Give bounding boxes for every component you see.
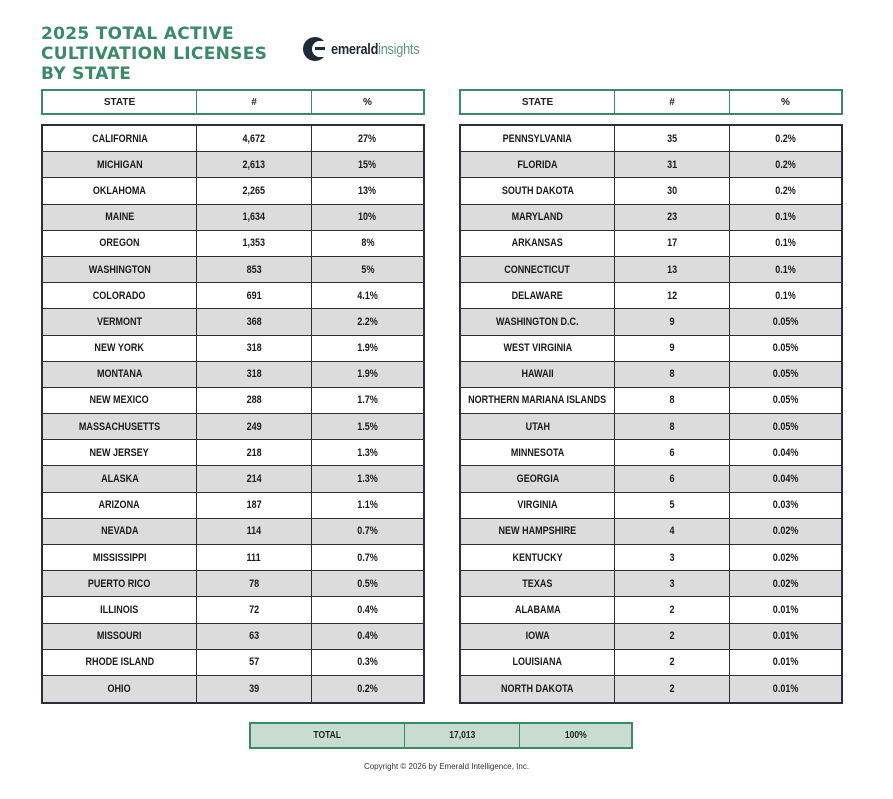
count-cell: 23 <box>615 205 730 230</box>
percent-cell: 0.01% <box>772 683 799 696</box>
state-cell: GEORGIA <box>461 466 615 491</box>
percent-cell: 4.1% <box>357 289 378 302</box>
state-cell: ALABAMA <box>461 597 615 622</box>
count-cell: 6 <box>615 440 730 465</box>
table-row <box>43 388 423 414</box>
table-row <box>461 362 841 388</box>
percent-cell: 0.02% <box>772 551 799 564</box>
table-row <box>43 519 423 545</box>
percent-cell: 0.1% <box>775 237 796 250</box>
table-row <box>461 571 841 597</box>
percent-cell: 0.02% <box>772 577 799 590</box>
percent-cell: 0.04% <box>772 473 799 486</box>
state-cell: ILLINOIS <box>43 597 197 622</box>
state-cell: COLORADO <box>43 283 197 308</box>
percent-cell: 0.05% <box>772 315 799 328</box>
state-cell: KENTUCKY <box>461 545 615 570</box>
column-header-state: STATE <box>461 91 615 113</box>
state-cell: UTAH <box>461 414 615 439</box>
percent-cell: 1.9% <box>357 342 378 355</box>
percent-cell: 0.4% <box>357 603 378 616</box>
percent-cell: 0.7% <box>357 551 378 564</box>
percent-cell: 0.05% <box>772 394 799 407</box>
state-cell: VERMONT <box>43 309 197 334</box>
count-cell: 2,613 <box>197 152 312 177</box>
state-cell: FLORIDA <box>461 152 615 177</box>
table-row <box>43 178 423 204</box>
total-count: 17,013 <box>405 724 520 747</box>
count-cell: 57 <box>197 650 312 675</box>
percent-cell: 0.1% <box>775 263 796 276</box>
copyright: Copyright © 2026 by Emerald Intelligence, Inc. <box>363 762 530 771</box>
percent-cell: 0.3% <box>357 656 378 669</box>
state-cell: MAINE <box>43 205 197 230</box>
column-header-state: STATE <box>43 91 197 113</box>
table-row <box>461 466 841 492</box>
count-cell: 4 <box>615 519 730 544</box>
count-cell: 5 <box>615 493 730 518</box>
logo-text: emeraldinsights <box>331 40 420 58</box>
state-cell: ARKANSAS <box>461 231 615 256</box>
table-row <box>461 440 841 466</box>
count-cell: 2 <box>615 676 730 702</box>
state-cell: CONNECTICUT <box>461 257 615 282</box>
table-row <box>43 362 423 388</box>
state-cell: NEW MEXICO <box>43 388 197 413</box>
percent-cell: 13% <box>358 184 377 197</box>
table-row <box>43 624 423 650</box>
count-cell: 318 <box>197 336 312 361</box>
table-row <box>43 650 423 676</box>
count-cell: 8 <box>615 414 730 439</box>
state-cell: NORTHERN MARIANA ISLANDS <box>461 388 615 413</box>
right-table-header <box>459 89 843 115</box>
state-cell: WASHINGTON D.C. <box>461 309 615 334</box>
percent-cell: 0.03% <box>772 499 799 512</box>
percent-cell: 1.3% <box>357 446 378 459</box>
total-row <box>249 722 633 749</box>
state-cell: MINNESOTA <box>461 440 615 465</box>
state-cell: CALIFORNIA <box>43 126 197 151</box>
table-row <box>43 205 423 231</box>
table-row <box>43 152 423 178</box>
state-cell: OKLAHOMA <box>43 178 197 203</box>
state-cell: TEXAS <box>461 571 615 596</box>
table-row <box>43 414 423 440</box>
state-cell: RHODE ISLAND <box>43 650 197 675</box>
count-cell: 6 <box>615 466 730 491</box>
state-cell: NEW YORK <box>43 336 197 361</box>
percent-cell: 10% <box>358 211 377 224</box>
count-cell: 1,353 <box>197 231 312 256</box>
count-cell: 13 <box>615 257 730 282</box>
title-line-2: CULTIVATION LICENSES <box>41 44 268 64</box>
count-cell: 114 <box>197 519 312 544</box>
table-row <box>461 545 841 571</box>
state-cell: WEST VIRGINIA <box>461 336 615 361</box>
count-cell: 1,634 <box>197 205 312 230</box>
state-cell: MONTANA <box>43 362 197 387</box>
state-cell: MASSACHUSETTS <box>43 414 197 439</box>
count-cell: 111 <box>197 545 312 570</box>
percent-cell: 0.7% <box>357 525 378 538</box>
column-header-percent: % <box>781 96 790 108</box>
count-cell: 3 <box>615 545 730 570</box>
state-cell: OREGON <box>43 231 197 256</box>
percent-cell: 1.3% <box>357 473 378 486</box>
table-row <box>461 178 841 204</box>
total-label: TOTAL <box>251 724 405 747</box>
column-header-count: # <box>615 91 730 113</box>
count-cell: 8 <box>615 362 730 387</box>
state-cell: MARYLAND <box>461 205 615 230</box>
percent-cell: 5% <box>360 263 375 276</box>
state-cell: NEW JERSEY <box>43 440 197 465</box>
percent-cell: 0.2% <box>775 132 796 145</box>
table-row <box>43 336 423 362</box>
count-cell: 2 <box>615 624 730 649</box>
title-line-1: 2025 TOTAL ACTIVE <box>41 24 234 44</box>
count-cell: 4,672 <box>197 126 312 151</box>
percent-cell: 0.2% <box>775 158 796 171</box>
table-row <box>43 597 423 623</box>
count-cell: 368 <box>197 309 312 334</box>
percent-cell: 0.5% <box>357 577 378 590</box>
percent-cell: 15% <box>358 158 377 171</box>
percent-cell: 0.05% <box>772 342 799 355</box>
percent-cell: 2.2% <box>357 315 378 328</box>
count-cell: 30 <box>615 178 730 203</box>
table-row <box>43 493 423 519</box>
table-row <box>43 231 423 257</box>
table-row <box>43 676 423 702</box>
table-row <box>461 388 841 414</box>
table-row <box>461 336 841 362</box>
percent-cell: 8% <box>360 237 375 250</box>
count-cell: 691 <box>197 283 312 308</box>
state-cell: ARIZONA <box>43 493 197 518</box>
count-cell: 12 <box>615 283 730 308</box>
state-cell: PENNSYLVANIA <box>461 126 615 151</box>
left-table <box>41 124 425 704</box>
state-cell: MICHIGAN <box>43 152 197 177</box>
percent-cell: 0.1% <box>775 211 796 224</box>
table-row <box>43 440 423 466</box>
percent-cell: 0.01% <box>772 656 799 669</box>
percent-cell: 0.05% <box>772 420 799 433</box>
table-row <box>43 126 423 152</box>
percent-cell: 0.01% <box>772 630 799 643</box>
percent-cell: 1.7% <box>357 394 378 407</box>
count-cell: 39 <box>197 676 312 702</box>
table-row <box>43 466 423 492</box>
percent-cell: 0.2% <box>357 683 378 696</box>
count-cell: 31 <box>615 152 730 177</box>
count-cell: 35 <box>615 126 730 151</box>
table-row <box>461 231 841 257</box>
count-cell: 249 <box>197 414 312 439</box>
table-row <box>461 309 841 335</box>
count-cell: 63 <box>197 624 312 649</box>
table-row <box>43 309 423 335</box>
state-cell: VIRGINIA <box>461 493 615 518</box>
state-cell: NEVADA <box>43 519 197 544</box>
count-cell: 288 <box>197 388 312 413</box>
count-cell: 8 <box>615 388 730 413</box>
column-header-percent: % <box>363 96 372 108</box>
count-cell: 3 <box>615 571 730 596</box>
count-cell: 9 <box>615 309 730 334</box>
right-table <box>459 124 843 704</box>
table-row <box>43 571 423 597</box>
state-cell: NEW HAMPSHIRE <box>461 519 615 544</box>
state-cell: DELAWARE <box>461 283 615 308</box>
table-row <box>43 283 423 309</box>
column-header-count: # <box>197 91 312 113</box>
state-cell: ALASKA <box>43 466 197 491</box>
count-cell: 72 <box>197 597 312 622</box>
left-table-header <box>41 89 425 115</box>
count-cell: 9 <box>615 336 730 361</box>
state-cell: MISSISSIPPI <box>43 545 197 570</box>
state-cell: LOUISIANA <box>461 650 615 675</box>
state-cell: IOWA <box>461 624 615 649</box>
percent-cell: 0.01% <box>772 603 799 616</box>
table-row <box>43 545 423 571</box>
count-cell: 2 <box>615 597 730 622</box>
logo <box>303 37 435 61</box>
count-cell: 78 <box>197 571 312 596</box>
percent-cell: 0.1% <box>775 289 796 302</box>
state-cell: PUERTO RICO <box>43 571 197 596</box>
table-row <box>461 519 841 545</box>
total-percent: 100% <box>564 730 587 741</box>
count-cell: 218 <box>197 440 312 465</box>
count-cell: 214 <box>197 466 312 491</box>
state-cell: NORTH DAKOTA <box>461 676 615 702</box>
percent-cell: 0.02% <box>772 525 799 538</box>
table-row <box>461 597 841 623</box>
state-cell: SOUTH DAKOTA <box>461 178 615 203</box>
page-title <box>41 24 267 84</box>
count-cell: 2,265 <box>197 178 312 203</box>
table-row <box>461 650 841 676</box>
percent-cell: 1.9% <box>357 368 378 381</box>
percent-cell: 1.1% <box>357 499 378 512</box>
percent-cell: 0.04% <box>772 446 799 459</box>
percent-cell: 27% <box>358 132 377 145</box>
table-row <box>461 257 841 283</box>
percent-cell: 0.4% <box>357 630 378 643</box>
table-row <box>43 257 423 283</box>
count-cell: 318 <box>197 362 312 387</box>
table-row <box>461 493 841 519</box>
count-cell: 2 <box>615 650 730 675</box>
count-cell: 853 <box>197 257 312 282</box>
table-row <box>461 205 841 231</box>
table-row <box>461 126 841 152</box>
table-row <box>461 283 841 309</box>
state-cell: OHIO <box>43 676 197 702</box>
state-cell: MISSOURI <box>43 624 197 649</box>
count-cell: 17 <box>615 231 730 256</box>
count-cell: 187 <box>197 493 312 518</box>
emerald-logo-icon <box>303 37 327 61</box>
percent-cell: 1.5% <box>357 420 378 433</box>
state-cell: HAWAII <box>461 362 615 387</box>
table-row <box>461 676 841 702</box>
percent-cell: 0.2% <box>775 184 796 197</box>
percent-cell: 0.05% <box>772 368 799 381</box>
title-line-3: BY STATE <box>41 64 132 84</box>
table-row <box>461 152 841 178</box>
table-row <box>461 624 841 650</box>
table-row <box>461 414 841 440</box>
state-cell: WASHINGTON <box>43 257 197 282</box>
